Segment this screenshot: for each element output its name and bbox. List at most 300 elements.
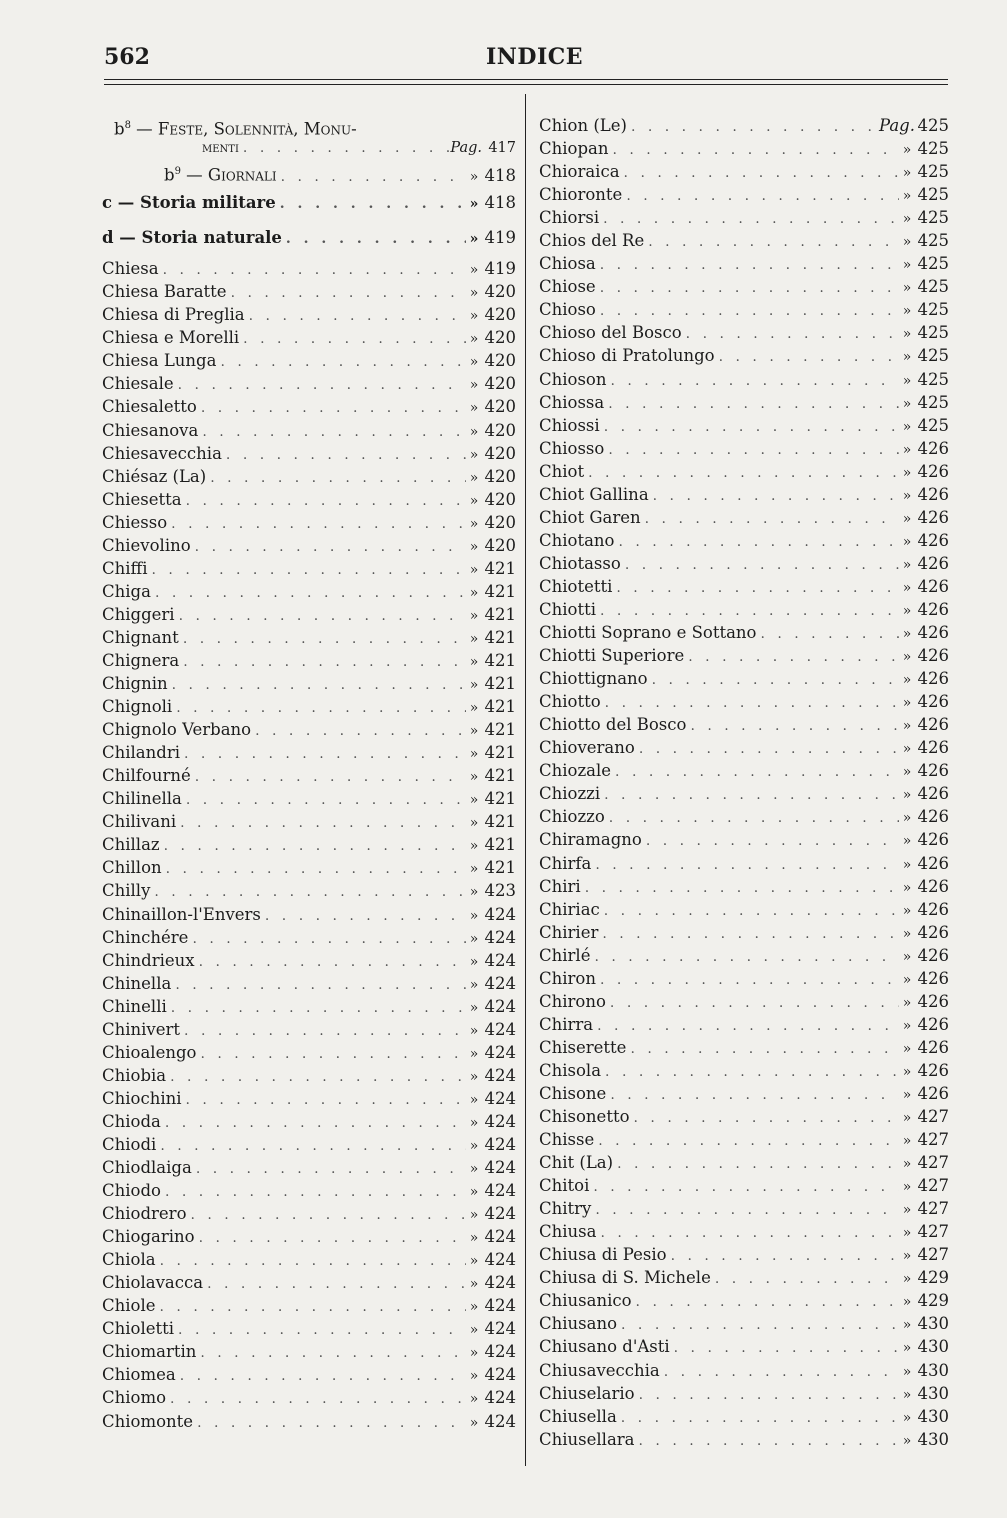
section-giornali[interactable]: $b^9$ — Giornali . . . » 418 xyxy=(102,160,516,183)
index-entry[interactable] xyxy=(539,1266,949,1289)
ditto-mark: » xyxy=(469,1230,479,1247)
index-entry[interactable] xyxy=(102,949,516,972)
header-rule-thin xyxy=(104,84,948,85)
ditto-mark: » xyxy=(469,815,479,832)
index-entry[interactable] xyxy=(102,787,516,810)
index-entry[interactable] xyxy=(539,967,949,990)
ditto-mark: » xyxy=(902,787,912,804)
ditto-mark: » xyxy=(469,1253,479,1270)
index-entry[interactable] xyxy=(102,1363,516,1386)
section-storia-naturale[interactable]: d — Storia naturale . . . » 419 xyxy=(102,226,516,249)
section-feste-cont[interactable]: menti . . . Pag. 417 xyxy=(102,137,516,160)
index-entry[interactable] xyxy=(102,856,516,879)
index-entry[interactable] xyxy=(539,368,949,391)
entry-name: Chiesavecchia xyxy=(102,443,222,463)
dot-leader xyxy=(609,807,899,830)
ditto-mark: » xyxy=(469,861,479,878)
ditto-mark: » xyxy=(902,556,912,573)
dot-leader xyxy=(624,162,899,185)
index-entry[interactable] xyxy=(539,1059,949,1082)
dot-leader xyxy=(179,605,466,628)
index-entry[interactable] xyxy=(539,1151,949,1174)
index-entry[interactable] xyxy=(539,852,949,875)
index-entry[interactable] xyxy=(539,414,949,437)
entry-name: Chiole xyxy=(102,1296,156,1316)
ditto-mark: » xyxy=(469,1068,479,1085)
ditto-mark: » xyxy=(902,741,912,758)
dot-leader xyxy=(610,1084,899,1107)
dot-leader xyxy=(163,259,466,282)
dot-leader xyxy=(595,1199,899,1222)
index-entry[interactable] xyxy=(102,1294,516,1317)
index-entry[interactable] xyxy=(539,1013,949,1036)
dot-leader xyxy=(243,328,466,351)
dot-leader xyxy=(600,254,899,277)
entry-page: 426 xyxy=(917,1014,949,1034)
dot-leader xyxy=(175,974,466,997)
ditto-mark: » xyxy=(469,999,479,1016)
dot-leader xyxy=(192,928,466,951)
ditto-mark: » xyxy=(469,630,479,647)
index-entry[interactable] xyxy=(102,718,516,741)
entry-name: Chillaz xyxy=(102,835,160,855)
dot-leader xyxy=(210,467,466,490)
ditto-mark: » xyxy=(469,769,479,786)
dot-leader xyxy=(639,738,899,761)
column-divider xyxy=(525,94,526,1466)
entry-page: 426 xyxy=(917,599,949,619)
index-entry[interactable] xyxy=(539,944,949,967)
ditto-mark: » xyxy=(469,976,479,993)
index-entry[interactable] xyxy=(539,782,949,805)
entry-page: 424 xyxy=(484,1134,516,1154)
ditto-mark: » xyxy=(902,1133,912,1150)
index-entry[interactable] xyxy=(102,280,516,303)
entry-page: 427 xyxy=(917,1176,949,1196)
dot-leader xyxy=(621,1314,899,1337)
ditto-mark: » xyxy=(469,1368,479,1385)
index-entry[interactable] xyxy=(102,257,516,280)
entry-name: Chilfourné xyxy=(102,766,191,786)
dot-leader xyxy=(625,554,899,577)
ditto-mark: » xyxy=(902,948,912,965)
index-entry[interactable] xyxy=(102,1271,516,1294)
index-entry[interactable] xyxy=(539,921,949,944)
index-entry[interactable] xyxy=(539,805,949,828)
entry-name: Chit (La) xyxy=(539,1153,614,1173)
index-entry[interactable] xyxy=(102,1317,516,1340)
dot-leader xyxy=(249,305,466,328)
ditto-mark: » xyxy=(902,464,912,481)
entry-page: 421 xyxy=(484,581,516,601)
entry-name: Chiesa e Morelli xyxy=(102,328,240,348)
index-entry[interactable] xyxy=(539,667,949,690)
entry-name: Chiusanico xyxy=(539,1291,632,1311)
index-entry[interactable] xyxy=(102,580,516,603)
dot-leader xyxy=(610,992,899,1015)
dot-leader xyxy=(686,323,899,346)
dot-leader xyxy=(664,1361,899,1384)
index-entry[interactable] xyxy=(539,229,949,252)
ditto-mark: » xyxy=(902,418,912,435)
index-entry[interactable] xyxy=(102,695,516,718)
index-entry[interactable] xyxy=(539,483,949,506)
index-entry[interactable] xyxy=(539,160,949,183)
dot-leader xyxy=(594,946,899,969)
ditto-mark: » xyxy=(902,1248,912,1265)
index-entry[interactable] xyxy=(102,903,516,926)
entry-name: Chiosso xyxy=(539,438,605,458)
index-entry[interactable] xyxy=(102,879,516,902)
index-entry[interactable] xyxy=(539,1197,949,1220)
dot-leader xyxy=(180,812,466,835)
entry-page: 420 xyxy=(484,282,516,302)
entry-name: Chiotti xyxy=(539,599,597,619)
index-entry[interactable] xyxy=(539,828,949,851)
dot-leader xyxy=(671,1245,899,1268)
index-entry[interactable] xyxy=(539,391,949,414)
dot-leader xyxy=(639,1384,899,1407)
ditto-mark: » xyxy=(469,1276,479,1293)
index-entry[interactable] xyxy=(102,511,516,534)
dot-leader xyxy=(220,351,466,374)
entry-name: Chiose xyxy=(539,277,596,297)
entry-page: 426 xyxy=(917,738,949,758)
entry-name: Chiesanova xyxy=(102,420,199,440)
ditto-mark: » xyxy=(902,533,912,550)
entry-name: Chiopan xyxy=(539,139,609,159)
ditto-mark: » xyxy=(469,262,479,279)
index-entry[interactable] xyxy=(539,690,949,713)
entry-page: 424 xyxy=(484,1181,516,1201)
index-entry[interactable] xyxy=(539,898,949,921)
index-entry[interactable] xyxy=(539,552,949,575)
entry-page: 426 xyxy=(917,899,949,919)
ditto-mark: » xyxy=(902,142,912,159)
index-entry[interactable] xyxy=(539,598,949,621)
index-entry[interactable] xyxy=(102,764,516,787)
index-entry[interactable] xyxy=(102,603,516,626)
index-entry[interactable] xyxy=(102,303,516,326)
index-entry[interactable] xyxy=(102,534,516,557)
index-entry[interactable] xyxy=(539,713,949,736)
entry-name: Chiotano xyxy=(539,530,615,550)
index-entry[interactable] xyxy=(539,529,949,552)
index-entry[interactable] xyxy=(539,183,949,206)
index-entry[interactable] xyxy=(539,1082,949,1105)
index-entry[interactable] xyxy=(539,1128,949,1151)
index-entry[interactable] xyxy=(102,810,516,833)
entry-name: Chiesa di Preglia xyxy=(102,305,245,325)
dot-leader xyxy=(195,766,466,789)
entry-page: 426 xyxy=(917,438,949,458)
index-entry[interactable] xyxy=(102,1410,516,1433)
entry-page: 420 xyxy=(484,466,516,486)
ditto-mark: » xyxy=(469,446,479,463)
dot-leader xyxy=(595,854,899,877)
dot-leader xyxy=(652,669,899,692)
entry-name: Chiusa di S. Michele xyxy=(539,1268,711,1288)
index-entry[interactable] xyxy=(539,1428,949,1451)
ditto-mark: » xyxy=(469,792,479,809)
entry-page: 420 xyxy=(484,512,516,532)
index-entry[interactable] xyxy=(539,875,949,898)
dot-leader xyxy=(600,969,899,992)
ditto-mark: » xyxy=(902,602,912,619)
ditto-mark: » xyxy=(469,515,479,532)
entry-page: 420 xyxy=(484,535,516,555)
ditto-mark: » xyxy=(469,1022,479,1039)
ditto-mark: » xyxy=(902,1294,912,1311)
dot-leader xyxy=(646,830,899,853)
dot-leader xyxy=(165,1181,466,1204)
entry-page: 425 xyxy=(917,162,949,182)
entry-name: Chiesale xyxy=(102,374,174,394)
dot-leader xyxy=(630,1038,899,1061)
entry-name: Chiffi xyxy=(102,558,148,578)
index-entry[interactable]: Chion (Le) . . . Pag. 425 xyxy=(539,114,949,137)
dot-leader xyxy=(186,789,466,812)
entry-page: 421 xyxy=(484,627,516,647)
dot-leader xyxy=(160,1135,466,1158)
index-entry[interactable] xyxy=(102,1156,516,1179)
index-entry[interactable] xyxy=(539,344,949,367)
index-entry[interactable] xyxy=(539,621,949,644)
ditto-mark: » xyxy=(902,211,912,228)
index-entry[interactable] xyxy=(539,137,949,160)
entry-page: 424 xyxy=(484,1158,516,1178)
dot-leader xyxy=(719,346,899,369)
dot-leader xyxy=(608,393,899,416)
entry-page: 425 xyxy=(917,139,949,159)
ditto-mark: » xyxy=(469,677,479,694)
entry-page: 420 xyxy=(484,397,516,417)
entry-name: Chioson xyxy=(539,369,607,389)
index-entry[interactable] xyxy=(539,990,949,1013)
entry-page: 424 xyxy=(484,904,516,924)
entry-page: 426 xyxy=(917,807,949,827)
dot-leader xyxy=(165,1112,466,1135)
index-entry[interactable] xyxy=(102,972,516,995)
index-entry[interactable] xyxy=(539,1312,949,1335)
entry-name: Chinaillon-l'Envers xyxy=(102,904,261,924)
dot-leader xyxy=(171,513,466,536)
index-entry[interactable] xyxy=(102,649,516,672)
entry-page: 421 xyxy=(484,789,516,809)
ditto-mark: » xyxy=(469,423,479,440)
entry-name: Chievolino xyxy=(102,535,191,555)
dot-leader xyxy=(615,761,899,784)
entry-name: Chiodlaiga xyxy=(102,1158,192,1178)
index-entry[interactable] xyxy=(539,252,949,275)
entry-page: 425 xyxy=(917,254,949,274)
dot-leader xyxy=(605,692,899,715)
entry-page: 426 xyxy=(917,461,949,481)
entry-name: Chiusano d'Asti xyxy=(539,1337,670,1357)
index-entry[interactable] xyxy=(102,372,516,395)
index-entry[interactable] xyxy=(102,1225,516,1248)
entry-page: 420 xyxy=(484,351,516,371)
entry-name: Chirier xyxy=(539,922,599,942)
ditto-mark: » xyxy=(902,994,912,1011)
ditto-mark: » xyxy=(469,746,479,763)
entry-name: Chiorsi xyxy=(539,208,600,228)
dot-leader xyxy=(180,1365,466,1388)
ditto-mark: » xyxy=(902,833,912,850)
index-entry[interactable] xyxy=(102,1041,516,1064)
entry-page: 425 xyxy=(917,185,949,205)
index-entry[interactable] xyxy=(102,741,516,764)
index-entry[interactable] xyxy=(539,298,949,321)
index-entry[interactable] xyxy=(539,1174,949,1197)
entry-name: Chioronte xyxy=(539,185,623,205)
entry-page: 426 xyxy=(917,646,949,666)
index-entry[interactable] xyxy=(102,672,516,695)
entry-page: 427 xyxy=(917,1107,949,1127)
ditto-mark: » xyxy=(469,538,479,555)
section-storia-militare[interactable]: c — Storia militare . . . » 418 xyxy=(102,191,516,214)
index-entry[interactable] xyxy=(102,1386,516,1409)
ditto-mark: » xyxy=(902,441,912,458)
ditto-mark: » xyxy=(902,764,912,781)
entry-name: Chiesa Baratte xyxy=(102,282,227,302)
entry-name: Chirono xyxy=(539,991,606,1011)
index-entry[interactable] xyxy=(102,995,516,1018)
index-entry[interactable] xyxy=(102,1087,516,1110)
index-entry[interactable] xyxy=(539,1359,949,1382)
dot-leader xyxy=(639,1430,899,1453)
entry-page: 426 xyxy=(917,715,949,735)
index-entry[interactable] xyxy=(539,575,949,598)
index-entry[interactable] xyxy=(102,1018,516,1041)
entry-page: 424 xyxy=(484,1204,516,1224)
dot-leader xyxy=(199,951,466,974)
index-entry[interactable] xyxy=(102,1202,516,1225)
entry-page: 426 xyxy=(917,1060,949,1080)
index-entry[interactable] xyxy=(102,926,516,949)
index-entry[interactable] xyxy=(539,1036,949,1059)
index-entry[interactable] xyxy=(102,1133,516,1156)
dot-leader xyxy=(611,370,900,393)
entry-name: Chilinella xyxy=(102,789,182,809)
index-entry[interactable] xyxy=(539,460,949,483)
entry-name: Chiusavecchia xyxy=(539,1360,660,1380)
index-entry[interactable] xyxy=(539,1289,949,1312)
ditto-mark: » xyxy=(902,1063,912,1080)
index-entry[interactable] xyxy=(102,833,516,856)
ditto-mark: » xyxy=(469,1184,479,1201)
entry-name: Chiusella xyxy=(539,1406,617,1426)
index-entry[interactable] xyxy=(539,1405,949,1428)
index-entry[interactable] xyxy=(539,437,949,460)
index-entry[interactable] xyxy=(539,644,949,667)
index-entry[interactable] xyxy=(102,1110,516,1133)
ditto-mark: » xyxy=(902,1179,912,1196)
entry-name: Chiusa di Pesio xyxy=(539,1245,667,1265)
index-entry[interactable] xyxy=(102,488,516,511)
entry-name: Chiodo xyxy=(102,1181,161,1201)
index-entry[interactable] xyxy=(102,1248,516,1271)
index-entry[interactable] xyxy=(539,321,949,344)
entry-page: 421 xyxy=(484,697,516,717)
entry-page: 424 xyxy=(484,1365,516,1385)
entry-page: 425 xyxy=(917,277,949,297)
entry-name: Chioso di Pratolungo xyxy=(539,346,715,366)
index-entry[interactable] xyxy=(539,1243,949,1266)
entry-name: Chiottignano xyxy=(539,669,648,689)
index-entry[interactable] xyxy=(102,326,516,349)
dot-leader xyxy=(598,1130,899,1153)
dot-leader xyxy=(231,282,466,305)
index-entry[interactable] xyxy=(539,1335,949,1358)
dot-leader xyxy=(645,508,899,531)
index-entry[interactable] xyxy=(102,419,516,442)
index-entry[interactable] xyxy=(102,395,516,418)
entry-name: Chiésaz (La) xyxy=(102,466,207,486)
index-entry[interactable] xyxy=(102,465,516,488)
entry-page: 425 xyxy=(917,369,949,389)
index-entry[interactable] xyxy=(102,1064,516,1087)
ditto-mark: » xyxy=(902,1110,912,1127)
ditto-mark: » xyxy=(469,1091,479,1108)
entry-page: 427 xyxy=(917,1222,949,1242)
index-entry[interactable] xyxy=(539,1105,949,1128)
entry-name: Chiola xyxy=(102,1250,156,1270)
dot-leader xyxy=(597,1015,899,1038)
ditto-mark: » xyxy=(902,1340,912,1357)
index-entry[interactable] xyxy=(102,1340,516,1363)
ditto-mark: » xyxy=(902,1363,912,1380)
dot-leader xyxy=(155,582,466,605)
entry-page: 426 xyxy=(917,853,949,873)
ditto-mark: » xyxy=(902,165,912,182)
entry-page: 424 xyxy=(484,1411,516,1431)
entry-name: Chilivani xyxy=(102,812,177,832)
entry-page: 425 xyxy=(917,300,949,320)
entry-name: Chiusellara xyxy=(539,1429,635,1449)
index-entry[interactable] xyxy=(102,1179,516,1202)
index-entry[interactable] xyxy=(539,275,949,298)
index-entry[interactable] xyxy=(102,626,516,649)
index-entry[interactable] xyxy=(539,759,949,782)
index-entry[interactable] xyxy=(539,206,949,229)
index-entry[interactable] xyxy=(102,442,516,465)
entry-page: 426 xyxy=(917,530,949,550)
index-entry[interactable] xyxy=(102,557,516,580)
entry-name: Chios del Re xyxy=(539,231,645,251)
dot-leader xyxy=(178,374,466,397)
entry-name: Chioso del Bosco xyxy=(539,323,682,343)
entry-name: Chiusa xyxy=(539,1222,597,1242)
index-entry[interactable] xyxy=(539,736,949,759)
entry-page: 421 xyxy=(484,858,516,878)
ditto-mark: » xyxy=(902,257,912,274)
entry-page: 425 xyxy=(917,231,949,251)
entry-page: 426 xyxy=(917,623,949,643)
entry-page: 430 xyxy=(917,1406,949,1426)
entry-page: 427 xyxy=(917,1130,949,1150)
index-entry[interactable] xyxy=(102,349,516,372)
index-entry[interactable] xyxy=(539,506,949,529)
entry-name: Chioraica xyxy=(539,162,620,182)
entry-page: 426 xyxy=(917,669,949,689)
index-entry[interactable] xyxy=(539,1220,949,1243)
ditto-mark: » xyxy=(902,510,912,527)
dot-leader xyxy=(653,485,899,508)
index-entry[interactable] xyxy=(539,1382,949,1405)
entry-name: Chiosa xyxy=(539,254,596,274)
entry-page: 430 xyxy=(917,1383,949,1403)
